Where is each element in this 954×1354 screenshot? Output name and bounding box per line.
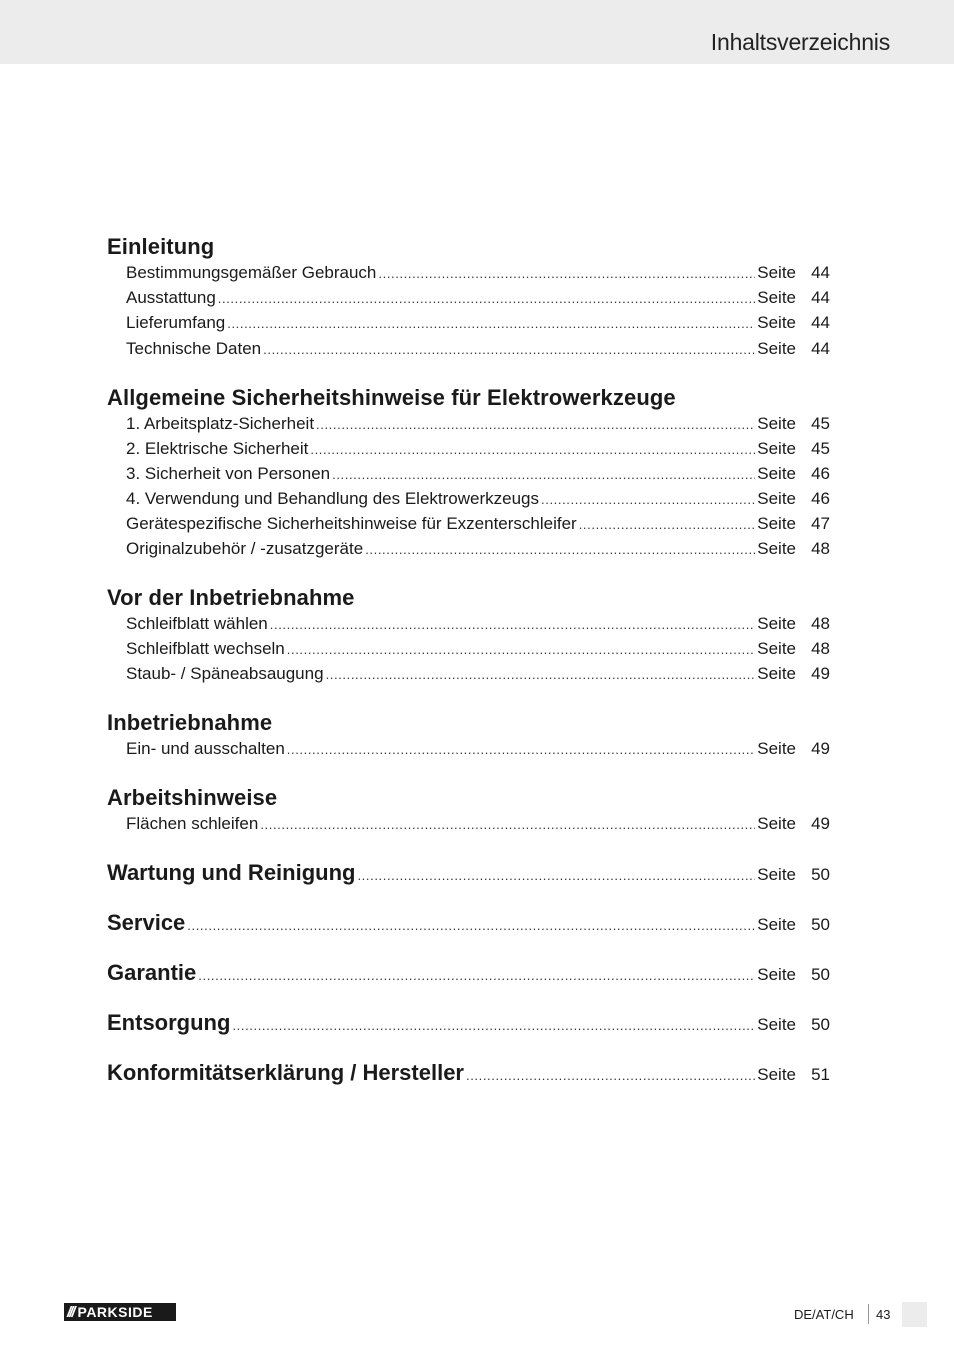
- toc-entry-label: Technische Daten: [126, 339, 262, 358]
- toc-entry-seite: Seite: [757, 865, 796, 884]
- toc-heading-sicherheitshinweise: Allgemeine Sicherheitshinweise für Elektrowerkzeuge: [107, 385, 676, 410]
- toc-entry-page: 49: [811, 739, 830, 758]
- leader-dots: [541, 492, 755, 507]
- leader-dots: [232, 1018, 755, 1033]
- toc-entry[interactable]: [126, 814, 830, 836]
- toc-entry-label: 2. Elektrische Sicherheit: [126, 439, 309, 458]
- toc-entry-seite: Seite: [757, 464, 796, 483]
- leader-dots: [263, 342, 755, 357]
- toc-entry[interactable]: [126, 739, 830, 761]
- toc-entry-page: 48: [811, 614, 830, 633]
- leader-dots: [287, 642, 755, 657]
- leader-dots: [287, 742, 755, 757]
- leader-dots: [332, 467, 755, 482]
- toc-entry[interactable]: [126, 313, 830, 335]
- toc-entry-label: Originalzubehör / -zusatzgeräte: [126, 539, 364, 558]
- toc-entry[interactable]: [126, 614, 830, 636]
- toc-entry-label: Schleifblatt wählen: [126, 614, 268, 633]
- toc-entry-page: 49: [811, 664, 830, 683]
- toc-entry-seite: Seite: [757, 313, 796, 332]
- toc-main-entry-label: Service: [107, 910, 186, 935]
- leader-dots: [316, 417, 755, 432]
- toc-entry-seite: Seite: [757, 814, 796, 833]
- toc-heading-arbeitshinweise: Arbeitshinweise: [107, 785, 278, 810]
- leader-dots: [579, 517, 756, 532]
- toc-entry-page: 48: [811, 539, 830, 558]
- toc-heading-vor-der-inbetriebnahme: Vor der Inbetriebnahme: [107, 585, 355, 610]
- leader-dots: [260, 817, 755, 832]
- toc-entry-seite: Seite: [757, 539, 796, 558]
- toc-entry-page: 50: [811, 865, 830, 884]
- toc-entry-page: 44: [811, 313, 830, 332]
- footer-language: DE/AT/CH: [794, 1307, 854, 1322]
- toc-entry[interactable]: [126, 288, 830, 310]
- toc-entry-seite: Seite: [757, 739, 796, 758]
- toc-entry-label: Ausstattung: [126, 288, 216, 307]
- toc-entry-page: 44: [811, 288, 830, 307]
- leader-dots: [378, 266, 755, 281]
- toc-entry-page: 45: [811, 439, 830, 458]
- page-title: Inhaltsverzeichnis: [710, 29, 890, 55]
- footer-tab-box: [902, 1302, 927, 1327]
- toc-entry-seite: Seite: [757, 965, 796, 984]
- toc-entry[interactable]: [126, 639, 830, 661]
- logo-brand: PARKSIDE: [77, 1304, 153, 1320]
- toc-entry-page: 50: [811, 915, 830, 934]
- toc-entry[interactable]: [126, 539, 830, 561]
- toc-entry[interactable]: [126, 464, 830, 486]
- toc-entry-label: Lieferumfang: [126, 313, 226, 332]
- toc-entry-label: Ein- und ausschalten: [126, 739, 285, 758]
- toc-entry-page: 46: [811, 489, 830, 508]
- toc-entry-label: Flächen schleifen: [126, 814, 259, 833]
- toc-entry[interactable]: [126, 664, 830, 686]
- toc-entry-page: 44: [811, 263, 830, 282]
- toc-entry[interactable]: [126, 489, 830, 511]
- toc-heading-einleitung: Einleitung: [107, 234, 215, 259]
- toc-main-entry-label: Entsorgung: [107, 1010, 231, 1035]
- toc-entry-seite: Seite: [757, 439, 796, 458]
- leader-dots: [187, 918, 755, 933]
- logo-slashes: ///: [67, 1303, 74, 1321]
- toc-entry-page: 48: [811, 639, 830, 658]
- toc-heading-inbetriebnahme: Inbetriebnahme: [107, 710, 273, 735]
- toc-entry-label: 1. Arbeitsplatz-Sicherheit: [126, 414, 315, 433]
- toc-entry-label: 3. Sicherheit von Personen: [126, 464, 331, 483]
- toc-entry[interactable]: [126, 439, 830, 461]
- leader-dots: [218, 291, 755, 306]
- toc-entry[interactable]: [126, 414, 830, 436]
- toc-entry-seite: Seite: [757, 288, 796, 307]
- toc-entry-page: 50: [811, 1015, 830, 1034]
- toc-main-entry[interactable]: [107, 860, 830, 885]
- leader-dots: [466, 1068, 755, 1083]
- toc-entry-page: 46: [811, 464, 830, 483]
- toc-main-entry-label: Wartung und Reinigung: [107, 860, 356, 885]
- parkside-logo: [64, 1303, 176, 1321]
- toc-entry-seite: Seite: [757, 1015, 796, 1034]
- toc-entry-label: Gerätespezifische Sicherheitshinweise für Exzenterschleifer: [126, 514, 577, 533]
- toc-entry-label: 4. Verwendung und Behandlung des Elektrowerkzeugs: [126, 489, 540, 508]
- toc-entry-seite: Seite: [757, 915, 796, 934]
- toc-entry-label: Schleifblatt wechseln: [126, 639, 285, 658]
- toc-entry-page: 44: [811, 339, 830, 358]
- leader-dots: [198, 968, 755, 983]
- toc-entry-seite: Seite: [757, 514, 796, 533]
- toc-main-entry-label: Garantie: [107, 960, 197, 985]
- toc-entry-seite: Seite: [757, 339, 796, 358]
- leader-dots: [357, 868, 755, 883]
- toc-main-entry-label: Konformitätserklärung / Hersteller: [107, 1060, 464, 1085]
- toc-entry-page: 50: [811, 965, 830, 984]
- toc-entry[interactable]: [126, 514, 830, 536]
- toc-main-entry[interactable]: [107, 960, 830, 985]
- toc-entry-page: 49: [811, 814, 830, 833]
- toc-entry-seite: Seite: [757, 489, 796, 508]
- toc-entry-seite: Seite: [757, 614, 796, 633]
- footer-divider: [868, 1304, 869, 1324]
- leader-dots: [365, 542, 755, 557]
- toc-entry[interactable]: [126, 339, 830, 361]
- toc-entry-page: 47: [811, 514, 830, 533]
- toc-entry-seite: Seite: [757, 639, 796, 658]
- toc-entry-seite: Seite: [757, 414, 796, 433]
- toc-entry-seite: Seite: [757, 664, 796, 683]
- toc-entry-label: Bestimmungsgemäßer Gebrauch: [126, 263, 377, 282]
- leader-dots: [227, 316, 755, 331]
- toc-entry-seite: Seite: [757, 1065, 796, 1084]
- leader-dots: [310, 442, 755, 457]
- footer-page-number: 43: [876, 1307, 891, 1322]
- leader-dots: [270, 617, 755, 632]
- toc-entry[interactable]: [126, 263, 830, 285]
- toc-main-entry[interactable]: [107, 910, 830, 935]
- toc-entry-label: Staub- / Späneabsaugung: [126, 664, 324, 683]
- toc-entry-page: 51: [811, 1065, 830, 1084]
- leader-dots: [326, 667, 756, 682]
- toc-main-entry[interactable]: [107, 1010, 830, 1035]
- toc-main-entry[interactable]: [107, 1060, 830, 1085]
- toc-entry-page: 45: [811, 414, 830, 433]
- toc-entry-seite: Seite: [757, 263, 796, 282]
